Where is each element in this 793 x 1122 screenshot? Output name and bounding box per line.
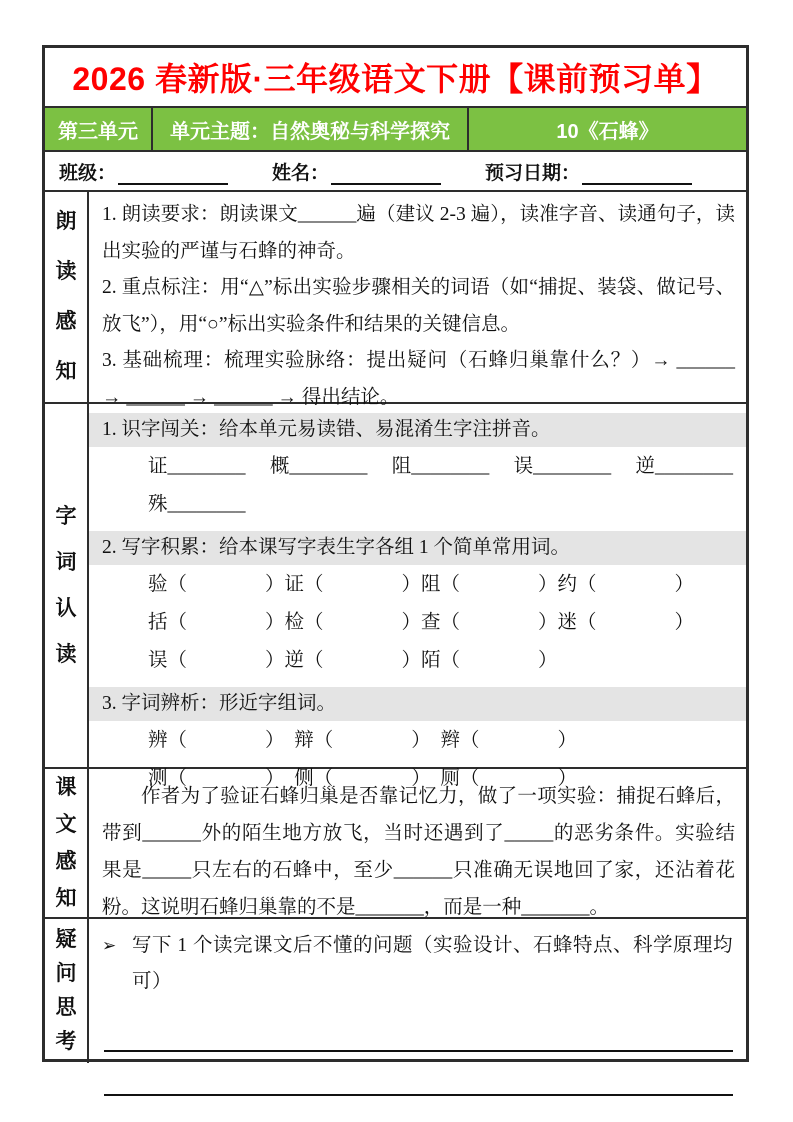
reading-item-1: 1. 朗读要求：朗读课文______遍（建议 2-3 遍），读准字音、读通句子，读出实验的严谨与石蜂的神奇。 <box>102 204 735 262</box>
word-build-row-1: 验（ ）证（ ）阻（ ）约（ ） <box>148 574 695 595</box>
unit-theme-cell: 单元主题：自然奥秘与科学探究 <box>153 108 469 150</box>
words-item-1-title: 1. 识字闯关：给本单元易读错、易混淆生字注拼音。 <box>89 413 746 447</box>
pinyin-row-1: 证________ 概________ 阻________ 误________ 逆________ <box>148 456 734 477</box>
reading-item-2: 2. 重点标注：用“△”标出实验步骤相关的词语（如“捕捉、装袋、做记号、放飞”），用“○”标出实验条件和结果的关键信息。 <box>102 277 735 335</box>
section-questions-content <box>89 919 746 1063</box>
section-text-sense-content <box>89 769 746 917</box>
title-row <box>45 48 746 108</box>
words-item-2-title: 2. 写字积累：给本课写字表生字各组 1 个简单常用词。 <box>89 531 746 565</box>
class-label: 班级： <box>59 162 117 184</box>
pinyin-row-2: 殊________ <box>148 494 246 515</box>
section-reading-content <box>89 192 746 408</box>
name-label: 姓名： <box>272 162 330 184</box>
section-reading-header: 朗读感知 <box>55 210 77 383</box>
section-questions-header-cell <box>45 919 89 1063</box>
section-words-header-cell <box>45 404 89 767</box>
question-prompt: 写下 1 个读完课文后不懂的问题（实验设计、石蜂特点、科学原理均可） <box>132 935 734 992</box>
answer-blank-line-1 <box>104 1008 733 1052</box>
answer-blank-line-2 <box>104 1052 733 1096</box>
unit-bar <box>45 108 746 152</box>
section-text-sense-header: 课文感知 <box>55 776 77 910</box>
date-group <box>485 158 692 185</box>
date-label: 预习日期： <box>485 162 581 184</box>
page-title: 2026 春新版·三年级语文下册【课前预习单】 <box>72 61 719 97</box>
reading-item-3: 3. 基础梳理：梳理实验脉络：提出疑问（石蜂归巢靠什么？）→ ______ → ______ → ______ → 得出结论。 <box>102 350 735 408</box>
section-questions-header: 疑问思考 <box>55 928 77 1053</box>
text-sense-paragraph: 作者为了验证石蜂归巢是否靠记忆力，做了一项实验：捕捉石蜂后，带到______外的陌生地方放飞，当时还遇到了_____的恶劣条件。实验结果是_____只左右的石蜂中，至少______只准确无误地回了家，还沾着花粉。这说明石蜂归巢靠的不是_______，而是一种_______。 <box>102 786 735 918</box>
arrow-bullet-icon: ➢ <box>102 936 117 956</box>
worksheet <box>42 45 749 1062</box>
unit-number-cell: 第三单元 <box>45 108 153 150</box>
class-blank <box>118 161 228 185</box>
name-blank <box>331 161 441 185</box>
class-group <box>59 158 228 185</box>
section-text-sense-header-cell <box>45 769 89 917</box>
similar-char-row-1: 辨（ ） 辩（ ） 辫（ ） <box>148 730 578 751</box>
words-item-3-title: 3. 字词辨析：形近字组词。 <box>89 687 746 721</box>
similar-char-row-2: 测（ ） 侧（ ） 厕（ ） <box>148 768 578 789</box>
section-words-header: 字词认读 <box>55 504 77 666</box>
word-build-row-3: 误（ ）逆（ ）陌（ ） <box>148 650 558 671</box>
lesson-title-cell: 10《石蜂》 <box>469 108 746 150</box>
student-info-row <box>45 152 746 192</box>
section-questions <box>45 919 746 1063</box>
section-words-content <box>89 404 746 789</box>
section-reading-header-cell <box>45 192 89 402</box>
section-words <box>45 404 746 789</box>
date-blank <box>582 161 692 185</box>
question-prompt-line <box>102 928 735 1000</box>
section-reading <box>45 192 746 408</box>
section-text-sense <box>45 769 746 919</box>
word-build-row-2: 括（ ）检（ ）查（ ）迷（ ） <box>148 612 695 633</box>
name-group <box>272 158 441 185</box>
